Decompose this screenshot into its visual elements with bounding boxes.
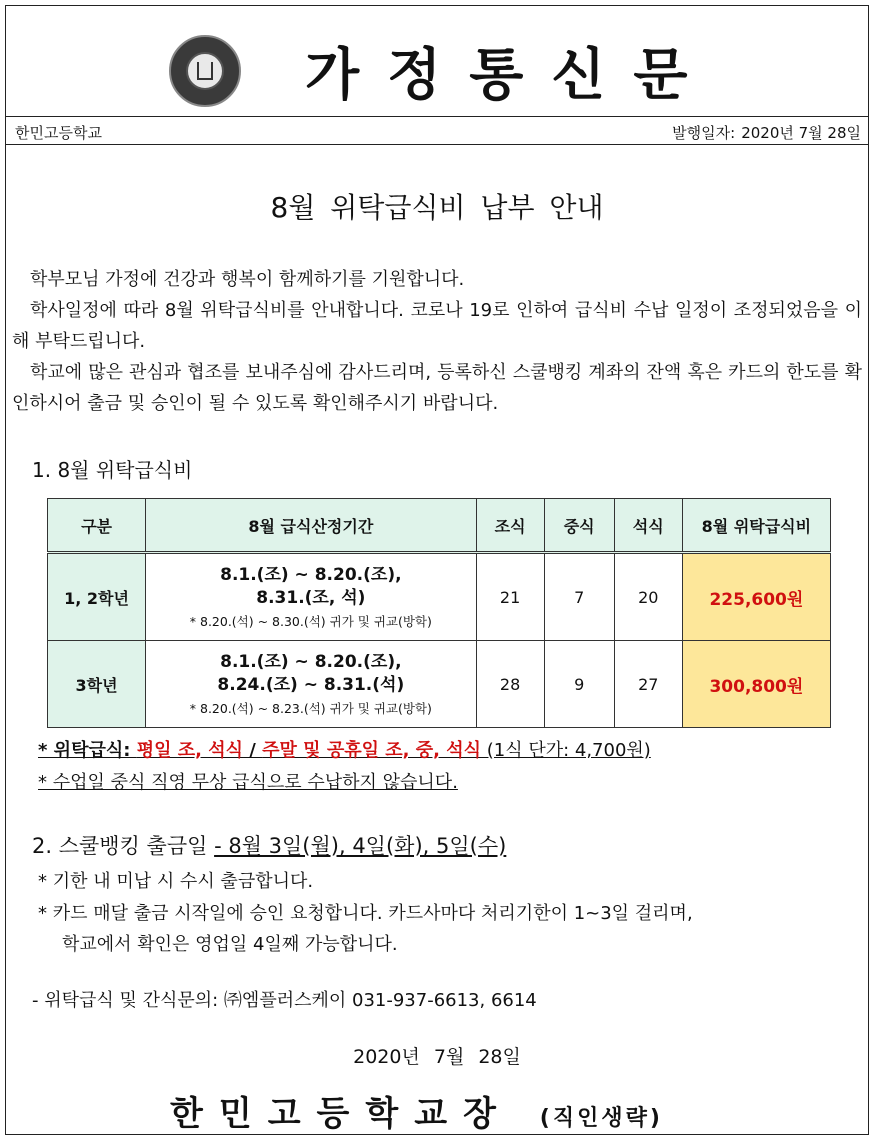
section1-heading: 1. 8월 위탁급식비 bbox=[32, 458, 193, 482]
principal-signature: 한민고등학교장 (직인생략) bbox=[170, 1094, 663, 1134]
seal-omitted: (직인생략) bbox=[539, 1106, 663, 1131]
section2-heading: 2. 스쿨뱅킹 출금일 - 8월 3일(월), 4일(화), 5일(수) bbox=[32, 834, 507, 858]
free-lunch-note: * 수업일 중식 직영 무상 급식으로 수납하지 않습니다. bbox=[38, 772, 458, 793]
issue-date-label: 발행일자: bbox=[672, 124, 736, 142]
breakfast-cell: 28 bbox=[476, 641, 544, 728]
fee-cell: 225,600원 bbox=[682, 553, 830, 641]
contact-info: - 위탁급식 및 간식문의: ㈜엠플러스케이 031-937-6613, 6614 bbox=[32, 990, 537, 1011]
sign-date: 2020년 7월 28일 bbox=[353, 1046, 521, 1068]
fee-cell: 300,800원 bbox=[682, 641, 830, 728]
withdrawal-dates: - 8월 3일(월), 4일(화), 5일(수) bbox=[214, 834, 507, 858]
school-name: 한민고등학교 bbox=[15, 124, 102, 142]
header-fee: 8월 위탁급식비 bbox=[682, 499, 830, 553]
breakfast-cell: 21 bbox=[476, 553, 544, 641]
info-bar bbox=[5, 117, 869, 145]
table-row bbox=[48, 553, 831, 641]
dinner-cell: 20 bbox=[614, 553, 682, 641]
header-period: 8월 급식산정기간 bbox=[146, 499, 476, 553]
period-cell: 8.1.(조) ~ 8.20.(조), 8.24.(조) ~ 8.31.(석) * 8.20.(석) ~ 8.23.(석) 귀가 및 귀교(방학) bbox=[146, 641, 476, 728]
table-row bbox=[48, 641, 831, 728]
header bbox=[5, 5, 869, 117]
paragraph-schedule: 학사일정에 따라 8월 위탁급식비를 안내합니다. 코로나 19로 인하여 급식비 수납 일정이 조정되었음을 이해 부탁드립니다. bbox=[12, 300, 862, 352]
bullet-card-cont: 학교에서 확인은 영업일 4일째 가능합니다. bbox=[62, 934, 398, 955]
paragraph-greeting: 학부모님 가정에 건강과 행복이 함께하기를 기원합니다. bbox=[30, 269, 465, 290]
paragraph-request: 학교에 많은 관심과 협조를 보내주심에 감사드리며, 등록하신 스쿨뱅킹 계좌의 잔액 혹은 카드의 한도를 확인하시어 출금 및 승인이 될 수 있도록 확인해주시기 바랍니다. bbox=[12, 362, 862, 414]
issue-date bbox=[672, 122, 861, 143]
header-category: 구분 bbox=[48, 499, 146, 553]
header-breakfast: 조식 bbox=[476, 499, 544, 553]
school-seal-icon bbox=[169, 35, 241, 107]
bullet-card: * 카드 매달 출금 시작일에 승인 요청합니다. 카드사마다 처리기한이 1~3일 걸리며, bbox=[38, 903, 693, 924]
grade-cell: 3학년 bbox=[48, 641, 146, 728]
document-title: 8월 위탁급식비 납부 안내 bbox=[270, 191, 604, 224]
dinner-cell: 27 bbox=[614, 641, 682, 728]
page-title: 가정통신문 bbox=[305, 42, 716, 108]
header-lunch: 중식 bbox=[544, 499, 614, 553]
grade-cell: 1, 2학년 bbox=[48, 553, 146, 641]
period-cell: 8.1.(조) ~ 8.20.(조), 8.31.(조, 석) * 8.20.(석) ~ 8.30.(석) 귀가 및 귀교(방학) bbox=[146, 553, 476, 641]
header-dinner: 석식 bbox=[614, 499, 682, 553]
meal-type-note: * 위탁급식: 평일 조, 석식 / 주말 및 공휴일 조, 중, 석식 (1식 단가: 4,700원) bbox=[38, 740, 651, 761]
meal-fee-table bbox=[47, 498, 831, 728]
issue-date-value: 2020년 7월 28일 bbox=[741, 124, 861, 142]
lunch-cell: 7 bbox=[544, 553, 614, 641]
lunch-cell: 9 bbox=[544, 641, 614, 728]
bullet-overdue: * 기한 내 미납 시 수시 출금합니다. bbox=[38, 871, 314, 892]
